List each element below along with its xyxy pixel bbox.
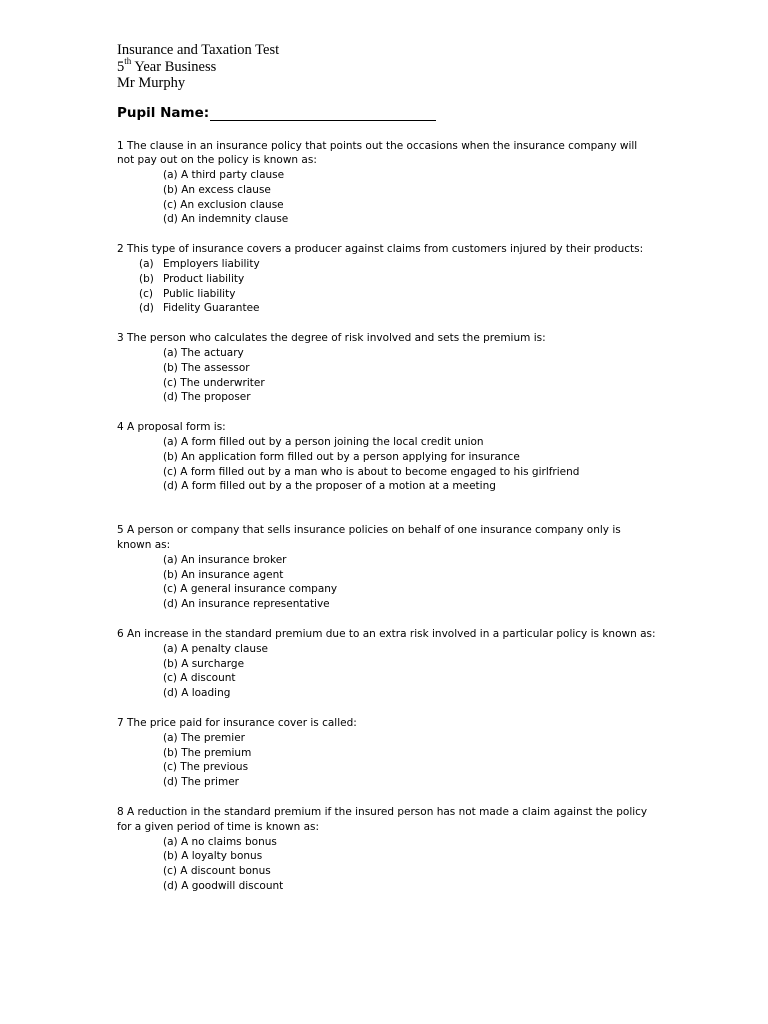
class-year: [117, 55, 657, 76]
option-label: (c): [139, 287, 153, 300]
year-rest: Year Business: [131, 58, 217, 75]
question-6: [117, 627, 657, 701]
option-a: (a) A no claims bonus: [163, 835, 277, 848]
question-text: 1 The clause in an insurance policy that points out the occasions when the insurance company will not pay out on the policy is known as:: [117, 139, 638, 167]
option-d: (d) The proposer: [163, 391, 251, 404]
option-c: (c) An exclusion clause: [163, 198, 284, 211]
option-c: (c) The previous: [163, 761, 249, 774]
option-d: (d) A loading: [163, 687, 231, 700]
document-header: [117, 42, 657, 92]
question-text: 4 A proposal form is:: [117, 421, 226, 434]
option-a: (a) The actuary: [163, 347, 244, 360]
option-b: (b) An application form filled out by a person applying for insurance: [163, 450, 520, 463]
option-b: (b) The premium: [163, 746, 252, 759]
option-c: (c) A general insurance company: [163, 583, 338, 596]
option-b: (b) An excess clause: [163, 183, 271, 196]
question-text: 8 A reduction in the standard premium if the insured person has not made a claim against the policy for a given period of time is known as:: [117, 805, 648, 833]
option-b: (b) The assessor: [163, 361, 250, 374]
question-5: [117, 523, 657, 612]
option-b: (b) An insurance agent: [163, 568, 284, 581]
test-page: [117, 42, 657, 894]
option-a: (a) The premier: [163, 731, 245, 744]
option-c: [117, 287, 657, 302]
option-b: (b) A surcharge: [163, 657, 245, 670]
option-a: [117, 257, 657, 272]
question-8: [117, 805, 657, 894]
option-b: [117, 272, 657, 287]
option-a: (a) A penalty clause: [163, 642, 268, 655]
question-text: 6 An increase in the standard premium due to an extra risk involved in a particular policy is known as:: [117, 628, 656, 641]
test-title: Insurance and Taxation Test: [117, 42, 280, 58]
option-label: (b): [139, 272, 154, 285]
option-label: (a): [139, 258, 154, 271]
option-d: (d) An insurance representative: [163, 598, 330, 611]
question-text: 5 A person or company that sells insurance policies on behalf of one insurance company only is known as:: [117, 524, 621, 552]
option-c: (c) The underwriter: [163, 376, 265, 389]
pupil-name-blank[interactable]: [210, 108, 436, 121]
option-a: (a) A third party clause: [163, 169, 285, 182]
option-a: (a) An insurance broker: [163, 553, 287, 566]
year-ordinal: th: [124, 55, 132, 66]
option-c: (c) A discount bonus: [163, 865, 271, 878]
option-d: (d) A form filled out by a the proposer of a motion at a meeting: [163, 480, 496, 493]
option-d: (d) An indemnity clause: [163, 213, 289, 226]
option-text: Employers liability: [163, 258, 260, 271]
year-number: 5: [117, 58, 125, 75]
option-b: (b) A loyalty bonus: [163, 850, 263, 863]
question-1: [117, 139, 657, 228]
option-c: (c) A discount: [163, 672, 236, 685]
question-4: [117, 420, 657, 494]
option-d: (d) The primer: [163, 776, 239, 789]
option-a: (a) A form filled out by a person joining the local credit union: [163, 436, 484, 449]
question-3: [117, 331, 657, 405]
option-text: Public liability: [163, 287, 236, 300]
question-text: 2 This type of insurance covers a producer against claims from customers injured by their products:: [117, 243, 644, 256]
question-text: 3 The person who calculates the degree of risk involved and sets the premium is:: [117, 332, 546, 345]
option-c: (c) A form filled out by a man who is about to become engaged to his girlfriend: [163, 465, 580, 478]
pupil-name-label: Pupil Name:: [117, 104, 210, 121]
question-text: 7 The price paid for insurance cover is called:: [117, 717, 357, 729]
option-text: Fidelity Guarantee: [163, 302, 260, 315]
option-label: (d): [139, 302, 154, 315]
pupil-name-field[interactable]: [117, 105, 657, 121]
option-d: [117, 301, 657, 316]
question-2: [117, 242, 657, 316]
option-d: (d) A goodwill discount: [163, 879, 284, 892]
question-7: [117, 716, 657, 790]
option-text: Product liability: [163, 272, 245, 285]
teacher-name: Mr Murphy: [117, 75, 186, 91]
